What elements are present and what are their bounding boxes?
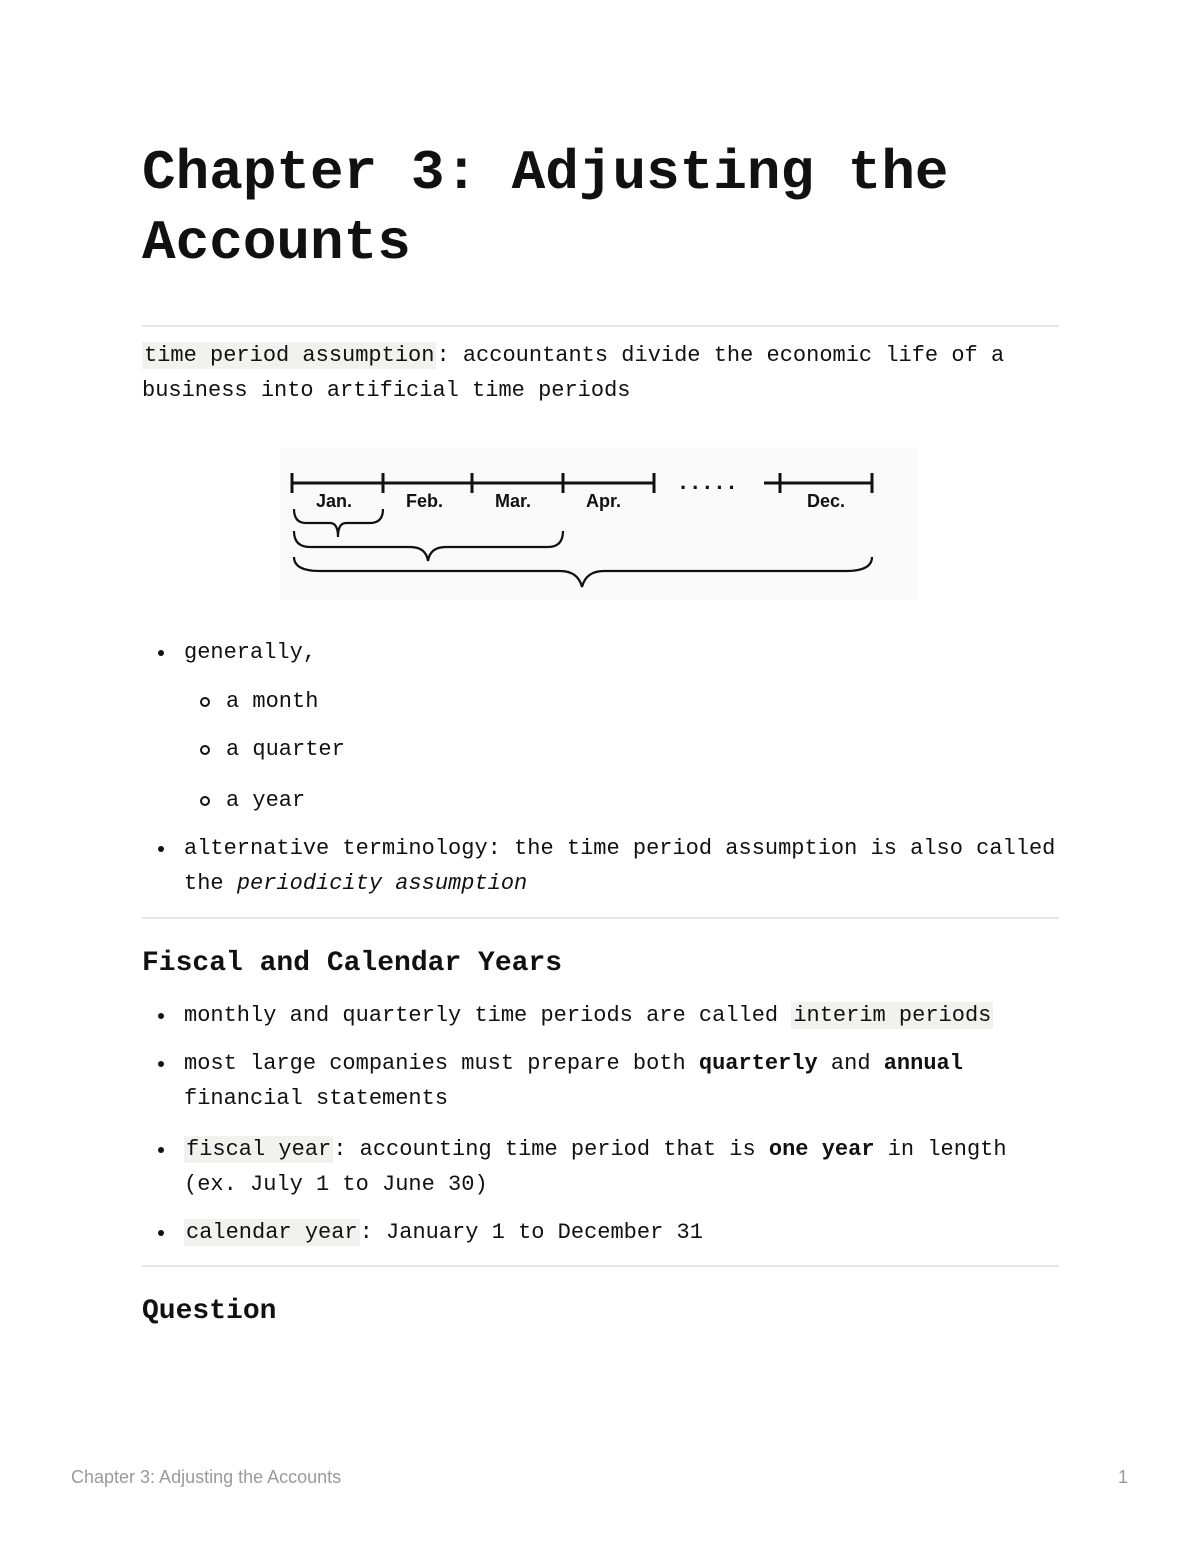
list-item-text: a quarter bbox=[226, 737, 345, 762]
list-item bbox=[186, 684, 318, 719]
list-item bbox=[142, 1215, 1059, 1250]
month-label-dec: Dec. bbox=[807, 491, 846, 511]
italic-term: periodicity assumption bbox=[236, 871, 528, 896]
list-item bbox=[142, 635, 1059, 670]
list-item-text: a year bbox=[226, 788, 306, 813]
definition-text: : accountants divide the economic life of a business into artificial time periods bbox=[142, 343, 1005, 403]
list-item bbox=[142, 1132, 1059, 1202]
list-item-text: monthly and quarterly time periods are called bbox=[184, 1003, 792, 1028]
month-label-jan: Jan. bbox=[316, 491, 353, 511]
definition-term: time period assumption bbox=[144, 343, 435, 368]
list-item-text: : accounting time period that is bbox=[333, 1137, 769, 1162]
list-item-text: generally, bbox=[184, 640, 317, 665]
list-item-text: most large companies must prepare both bbox=[184, 1051, 699, 1076]
section-heading-fiscal: Fiscal and Calendar Years bbox=[142, 948, 563, 979]
list-item-text: financial statements bbox=[184, 1086, 449, 1111]
definition-paragraph bbox=[142, 338, 1059, 408]
section-heading-question: Question bbox=[142, 1296, 277, 1327]
highlight-term: calendar year bbox=[186, 1220, 358, 1245]
list-item-text: in length (ex. July 1 to June 30) bbox=[184, 1137, 1007, 1197]
timeline-svg bbox=[280, 447, 918, 600]
page-title: Chapter 3: Adjusting the Accounts bbox=[142, 141, 949, 275]
list-item-text: : January 1 to December 31 bbox=[359, 1220, 703, 1245]
list-item-text: a month bbox=[226, 689, 319, 714]
list-item bbox=[186, 732, 345, 767]
bold-term: quarterly bbox=[698, 1051, 818, 1076]
list-item bbox=[142, 831, 1059, 901]
timeline-ellipsis: ..... bbox=[680, 469, 741, 494]
footer-page-number: 1 bbox=[1118, 1467, 1129, 1487]
bold-term: one year bbox=[768, 1137, 875, 1162]
footer-doc-title: Chapter 3: Adjusting the Accounts bbox=[71, 1467, 342, 1487]
bold-term: annual bbox=[883, 1051, 963, 1076]
month-label-mar: Mar. bbox=[495, 491, 532, 511]
list-item bbox=[186, 783, 305, 818]
list-item bbox=[142, 998, 1059, 1033]
divider bbox=[142, 1265, 1059, 1267]
list-item-text: alternative terminology: the time period assumption is also called the bbox=[184, 836, 1056, 896]
highlight-term: fiscal year bbox=[186, 1137, 332, 1162]
timeline-diagram bbox=[280, 447, 918, 600]
list-item bbox=[142, 1046, 1059, 1116]
divider bbox=[142, 325, 1059, 327]
month-label-apr: Apr. bbox=[586, 491, 622, 511]
list-item-text: and bbox=[817, 1051, 884, 1076]
month-label-feb: Feb. bbox=[406, 491, 444, 511]
divider bbox=[142, 917, 1059, 919]
highlight-term: interim periods bbox=[793, 1003, 992, 1028]
